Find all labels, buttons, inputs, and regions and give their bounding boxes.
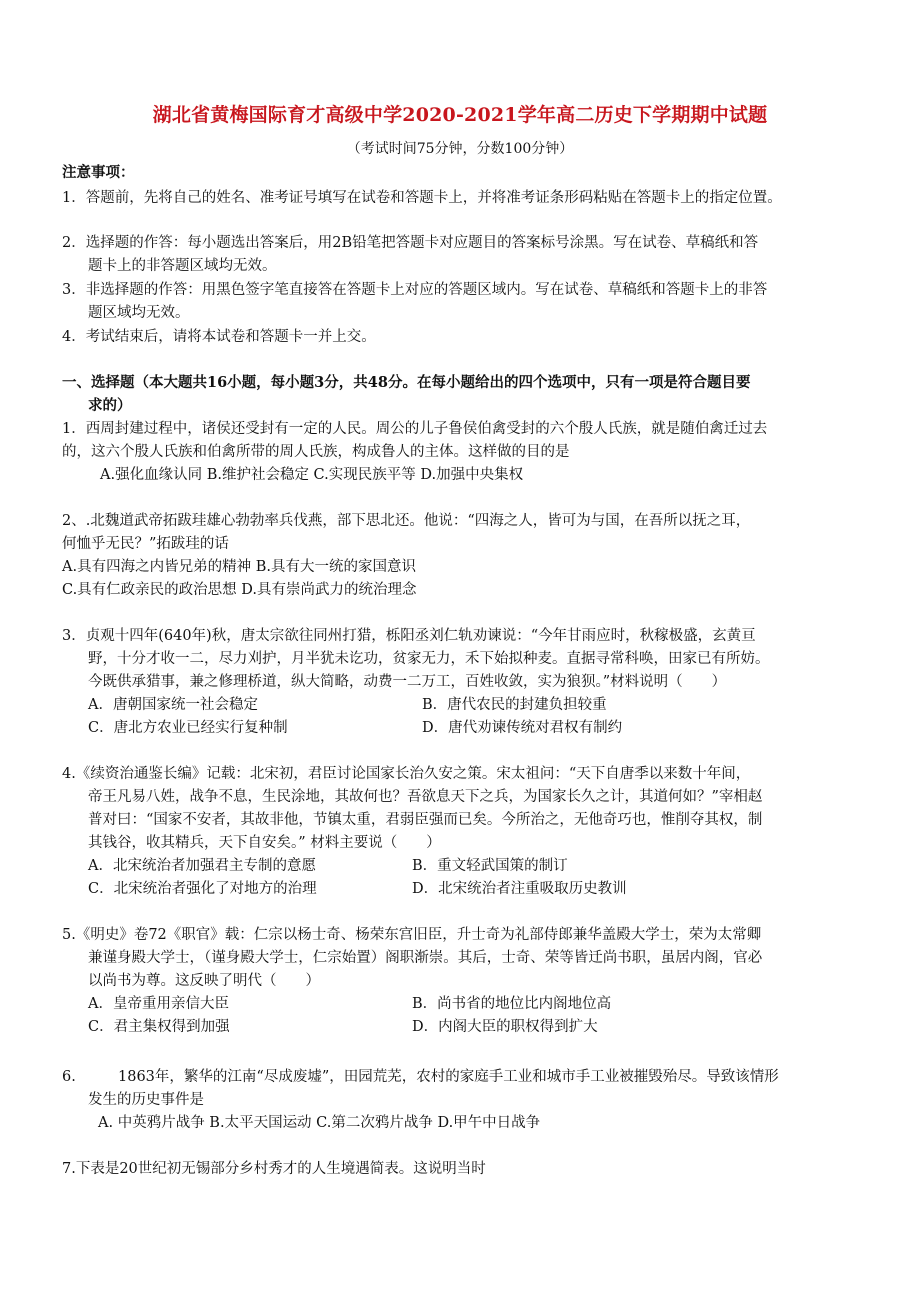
question-5-line-2: 兼谨身殿大学士，（谨身殿大学士，仁宗始置）阁职渐崇。其后，士奇、荣等皆迁尚书职，虽居内阁，官必 <box>88 950 763 966</box>
question-1-options: A.强化血缘认同 B.维护社会稳定 C.实现民族平等 D.加强中央集权 <box>100 467 524 483</box>
question-5-option-c: C．君主集权得到加强 <box>88 1019 230 1035</box>
question-6-number: 6. <box>62 1069 76 1085</box>
question-2-line-1: 2、.北魏道武帝拓跋珪雄心勃勃率兵伐燕，部下思北还。他说：“四海之人，皆可为与国，在吾所以抚之耳， <box>62 513 751 529</box>
note-3-line-2: 题区域均无效。 <box>88 305 190 321</box>
section-1-heading: 一、选择题（本大题共16小题，每小题3分，共48分。在每小题给出的四个选项中，只有一项是符合题目要 <box>62 374 751 391</box>
question-5-option-a: A．皇帝重用亲信大臣 <box>88 996 229 1012</box>
question-1-line-1: 1．西周封建过程中，诸侯还受封有一定的人民。周公的儿子鲁侯伯禽受封的六个殷人氏族，就是随伯禽迁过去 <box>62 421 768 437</box>
exam-subtitle: （考试时间75分钟，分数100分钟） <box>346 141 574 157</box>
note-2-line-1: 2．选择题的作答：每小题选出答案后，用2B铅笔把答题卡对应题目的答案标号涂黑。写在试卷、草稿纸和答 <box>62 235 759 251</box>
question-5-line-3: 以尚书为尊。这反映了明代（ ） <box>88 973 320 989</box>
question-2-options-2: C.具有仁政亲民的政治思想 D.具有崇尚武力的统治理念 <box>62 582 417 598</box>
question-4-line-2: 帝王凡易八姓，战争不息，生民涂地，其故何也？吾欲息天下之兵，为国家长久之计，其道何如？”宰相赵 <box>88 789 763 805</box>
question-4-option-c: C．北宋统治者强化了对地方的治理 <box>88 881 317 897</box>
note-3-line-1: 3．非选择题的作答：用黑色签字笔直接答在答题卡上对应的答题区域内。写在试卷、草稿纸和答题卡上的非答 <box>62 282 768 298</box>
question-5-option-d: D．内阁大臣的职权得到扩大 <box>412 1019 598 1035</box>
question-3-line-3: 今既供承猎事，兼之修理桥道，纵大简略，动费一二万工，百姓收敛，实为狼狈。”材料说明（ ） <box>88 674 727 690</box>
note-2-line-2: 题卡上的非答题区域均无效。 <box>88 258 277 274</box>
question-7-line-1: 7.下表是20世纪初无锡部分乡村秀才的人生境遇简表。这说明当时 <box>62 1161 486 1177</box>
question-4-option-d: D．北宋统治者注重吸取历史教训 <box>412 881 627 897</box>
question-3-line-2: 野，十分才收一二，尽力刈护，月半犹未讫功，贫家无力，禾下始拟种麦。直据寻常科唤，田家已有所妨。 <box>88 651 770 667</box>
question-4-option-a: A．北宋统治者加强君主专制的意愿 <box>88 858 316 874</box>
question-4-line-4: 其钱谷，收其精兵，天下自安矣。” 材料主要说（ ） <box>88 835 441 851</box>
note-4: 4．考试结束后，请将本试卷和答题卡一并上交。 <box>62 329 376 345</box>
question-4-line-3: 普对曰：“国家不安者，其故非他，节镇太重，君弱臣强而已矣。今所治之，无他奇巧也，惟削夺其权，制 <box>88 812 763 828</box>
question-2-options-1: A.具有四海之内皆兄弟的精神 B.具有大一统的家国意识 <box>62 559 416 575</box>
question-5-option-b: B．尚书省的地位比内阁地位高 <box>412 996 612 1012</box>
question-6-options: A. 中英鸦片战争 B.太平天国运动 C.第二次鸦片战争 D.甲午中日战争 <box>98 1115 541 1131</box>
notes-heading: 注意事项： <box>62 164 135 181</box>
note-1: 1．答题前，先将自己的姓名、准考证号填写在试卷和答题卡上，并将准考证条形码粘贴在答题卡上的指定位置。 <box>62 190 782 206</box>
question-6-line-2: 发生的历史事件是 <box>88 1092 204 1108</box>
question-3-line-1: 3．贞观十四年(640年)秋，唐太宗欲往同州打猎，栎阳丞刘仁轨劝谏说：“今年甘雨应时，秋稼极盛，玄黄亘 <box>62 628 756 644</box>
exam-title: 湖北省黄梅国际育才高级中学2020-2021学年高二历史下学期期中试题 <box>152 104 768 126</box>
question-2-line-2: 何恤乎无民？”拓跋珪的话 <box>62 536 229 552</box>
question-3-option-d: D．唐代劝谏传统对君权有制约 <box>422 720 623 736</box>
question-1-line-2: 的，这六个殷人氏族和伯禽所带的周人氏族，构成鲁人的主体。这样做的目的是 <box>62 444 570 460</box>
question-3-option-a: A．唐朝国家统一社会稳定 <box>88 697 258 713</box>
section-1-heading-cont: 求的） <box>88 397 132 414</box>
question-3-option-c: C．唐北方农业已经实行复种制 <box>88 720 288 736</box>
question-3-option-b: B．唐代农民的封建负担较重 <box>422 697 607 713</box>
question-4-option-b: B．重文轻武国策的制订 <box>412 858 568 874</box>
question-5-line-1: 5.《明史》卷72《职官》载：仁宗以杨士奇、杨荣东宫旧臣，升士奇为礼部侍郎兼华盖殿大学士，荣为太常卿 <box>62 927 762 943</box>
question-6-line-1: 1863年，繁华的江南“尽成废墟”，田园荒芜，农村的家庭手工业和城市手工业被摧毁殆尽。导致该情形 <box>118 1069 779 1085</box>
question-4-line-1: 4.《续资治通鉴长编》记载：北宋初，君臣讨论国家长治久安之策。宋太祖问：“天下自唐季以来数十年间， <box>62 766 751 782</box>
